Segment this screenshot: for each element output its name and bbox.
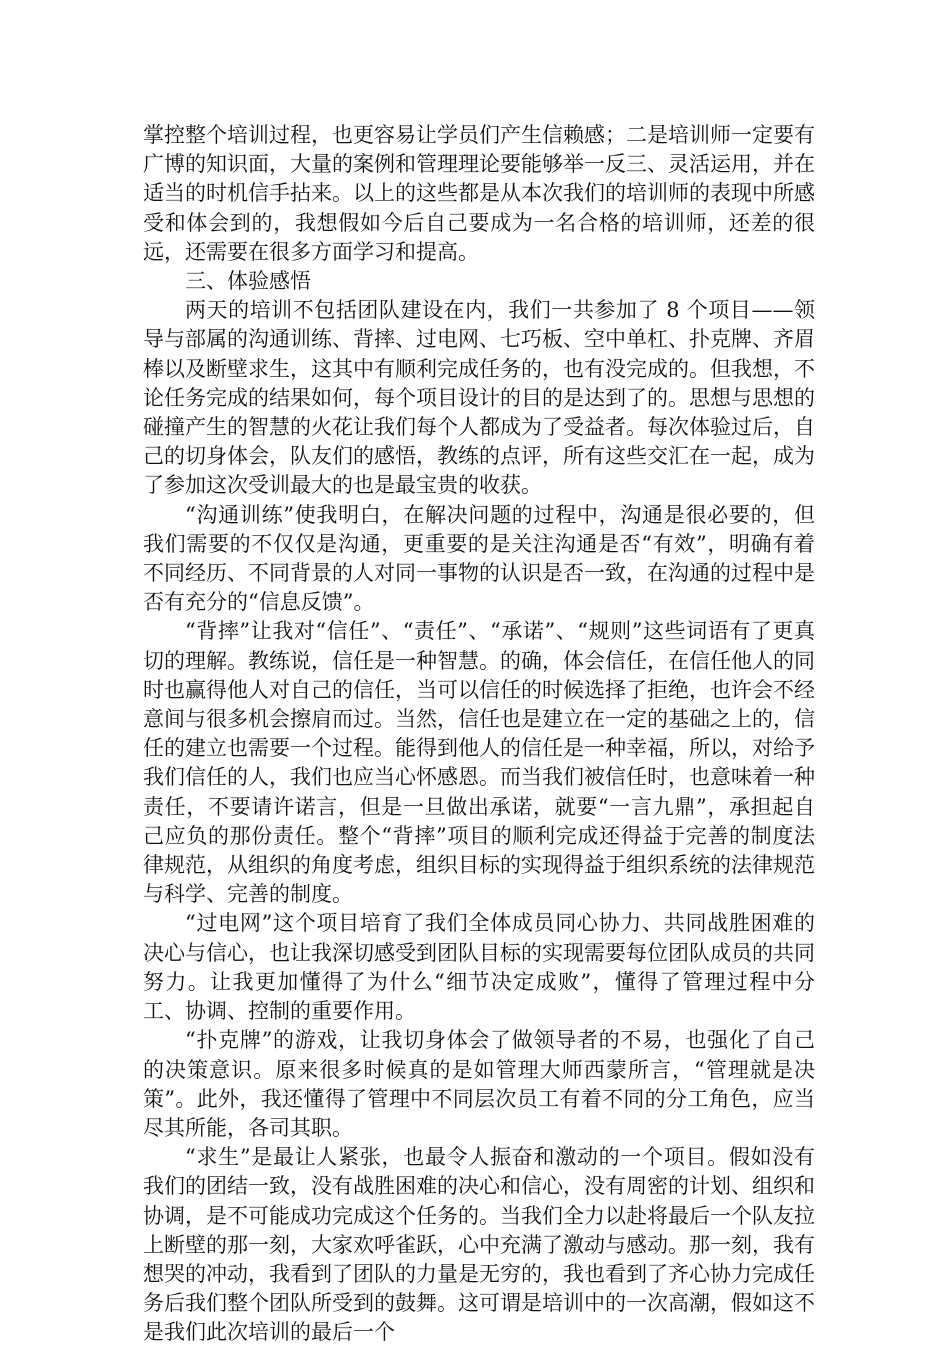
paragraph-trainer-qualities: 掌控整个培训过程，也更容易让学员们产生信赖感；二是培训师一定要有广博的知识面，大量的案例和管理理论要能够举一反三、灵活运用，并在适当的时机信手拈来。以上的这些都是从本次我们的培训师的表现中所感受和体会到的，我想假如今后自己要成为一名合格的培训师，还差的很远，还需要在很多方面学习和提高。 [143,123,815,264]
paragraph-poker-game: “扑克牌”的游戏，让我切身体会了做领导者的不易，也强化了自己的决策意识。原来很多时候真的是如管理大师西蒙所言，“管理就是决策”。此外，我还懂得了管理中不同层次员工有着不同的分工角色，应当尽其所能，各司其职。 [143,1028,815,1140]
paragraph-projects-overview: 两天的培训不包括团队建设在内，我们一共参加了 8 个项目——领导与部属的沟通训练、背摔、过电网、七巧板、空中单杠、扑克牌、齐眉棒以及断壁求生，这其中有顺利完成任务的，也有没完成的。但我想，不论任务完成的结果如何，每个项目设计的目的是达到了的。思想与思想的碰撞产生的智慧的火花让我们每个人都成为了受益者。每次体验过后，自己的切身体会，队友们的感悟，教练的点评，所有这些交汇在一起，成为了参加这次受训最大的也是最宝贵的收获。 [143,298,815,498]
paragraph-communication-training: “沟通训练”使我明白，在解决问题的过程中，沟通是很必要的，但我们需要的不仅仅是沟通，更重要的是关注沟通是否“有效”，明确有着不同经历、不同背景的人对同一事物的认识是否一致，在沟通的过程中是否有充分的“信息反馈”。 [143,502,815,615]
paragraph-electric-net: “过电网”这个项目培育了我们全体成员同心协力、共同战胜困难的决心与信心，也让我深切感受到团队目标的实现需要每位团队成员的共同努力。让我更加懂得了为什么“细节决定成败”，懂得了管理过程中分工、协调、控制的重要作用。 [143,911,815,1024]
paragraph-trust-fall: “背摔”让我对“信任”、“责任”、“承诺”、“规则”这些词语有了更真切的理解。教练说，信任是一种智慧。的确，体会信任，在信任他人的同时也赢得他人对自己的信任，当可以信任的时候选择了拒绝，也许会不经意间与很多机会擦肩而过。当然，信任也是建立在一定的基础之上的，信任的建立也需要一个过程。能得到他人的信任是一种幸福，所以，对给予我们信任的人，我们也应当心怀感恩。而当我们被信任时，也意味着一种责任，不要请许诺言，但是一旦做出承诺，就要“一言九鼎”，承担起自己应负的那份责任。整个“背摔”项目的顺利完成还得益于完善的制度法律规范，从组织的角度考虑，组织目标的实现得益于组织系统的法律规范与科学、完善的制度。 [143,619,815,907]
paragraph-survival: “求生”是最让人紧张，也最令人振奋和激动的一个项目。假如没有我们的团结一致，没有战胜困难的决心和信心，没有周密的计划、组织和协调，是不可能成功完成这个任务的。当我们全力以赴将最后一个队友拉上断壁的那一刻，大家欢呼雀跃，心中充满了激动与感动。那一刻，我有想哭的冲动，我看到了团队的力量是无穷的，我也看到了齐心协力完成任务后我们整个团队所受到的鼓舞。这可谓是培训中的一次高潮，假如这不是我们此次培训的最后一个 [143,1145,815,1345]
document-body [143,121,815,1348]
section-heading-experience: 三、体验感悟 [185,269,311,294]
